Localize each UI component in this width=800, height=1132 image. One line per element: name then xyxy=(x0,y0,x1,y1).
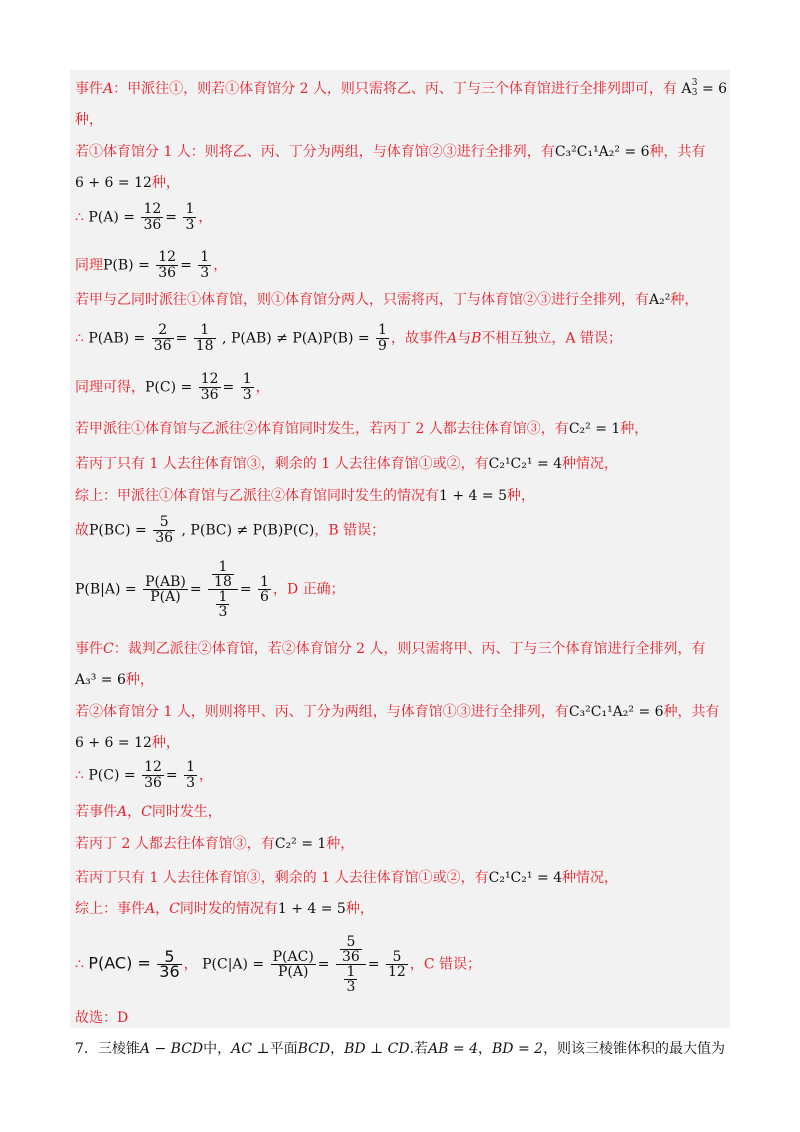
line-22: 若丙丁只有 1 人去往体育馆③，剩余的 1 人去往体育馆①或②，有C₂¹C₂¹ = 4种情况， xyxy=(75,870,619,886)
line-23: 综上：事件A，C同时发的情况有1 + 4 = 5种， xyxy=(75,901,374,917)
line-21: 若丙丁 2 人都去往体育馆③，有C₂² = 1种， xyxy=(75,836,355,852)
line-10: 若甲派往①体育馆与乙派往②体育馆同时发生，若丙丁 2 人都去往体育馆③，有C₂² = 1种， xyxy=(75,421,649,437)
line-6: 同理P(B) = $\frac{12}{36}$ = $\frac{1}{3}$ ， xyxy=(75,249,228,281)
line-13: 故P(BC) = $\frac{5}{36}$ , P(BC) ≠ P(B)P(C)，B 错误； xyxy=(75,514,386,546)
line-18: 6 + 6 = 12种， xyxy=(75,735,180,751)
var: A xyxy=(103,81,114,97)
text: ：甲派往①，则若①体育馆分 2 人，则只需将乙、丙、丁与三个体育馆进行全排列即可，有 xyxy=(113,81,677,97)
question-7: 7．三棱锥A − BCD中，AC ⊥平面BCD，BD ⊥ CD.若AB = 4，BD = 2，则该三棱锥体积的最大值为 xyxy=(75,1041,726,1057)
text: 事件 xyxy=(75,81,103,97)
line-25: 故选：D xyxy=(75,1010,129,1026)
line-20: 若事件A，C同时发生， xyxy=(75,804,222,820)
line-7: 若甲与乙同时派往①体育馆，则①体育馆分两人，只需将丙，丁与体育馆②③进行全排列，有A₂²种， xyxy=(75,292,699,308)
line-5: ∴ P(A) = $\frac{12}{36}$ = $\frac{1}{3}$ ， xyxy=(75,201,213,233)
line-14: P(B|A) = $\frac{P(AB)}{P(A)}$ = $\frac{\frac{1}{18}}{\frac{1}{3}}$ = $\frac{1}{6}$ ，D 正确； xyxy=(75,559,345,620)
line-2: 种， xyxy=(75,112,103,128)
line-8: ∴ P(AB) = $\frac{2}{36}$ = $\frac{1}{18}$ , P(AB) ≠ P(A)P(B) = $\frac{1}{9}$ ，故事件A与B不相互独立，A 错误； xyxy=(75,322,622,354)
line-4: 6 + 6 = 12种， xyxy=(75,175,180,191)
line-17: 若②体育馆分 1 人，则则将甲、丙、丁分为两组，与体育馆①③进行全排列，有C₃²C₁¹A₂² = 6种，共有 xyxy=(75,704,720,720)
line-9: 同理可得，P(C) = $\frac{12}{36}$ = $\frac{1}{3}$ ， xyxy=(75,371,270,403)
line-19: ∴ P(C) = $\frac{12}{36}$ = $\frac{1}{3}$ ， xyxy=(75,759,213,791)
line-12: 综上：甲派往①体育馆与乙派往②体育馆同时发生的情况有1 + 4 = 5种， xyxy=(75,488,535,504)
math: A 3 3 = 6 xyxy=(681,78,728,98)
line-11: 若丙丁只有 1 人去往体育馆③，剩余的 1 人去往体育馆①或②，有C₂¹C₂¹ = 4种情况， xyxy=(75,456,619,472)
line-16: A₃³ = 6种， xyxy=(75,672,154,688)
line-3: 若①体育馆分 1 人：则将乙、丙、丁分为两组，与体育馆②③进行全排列，有C₃²C₁¹A₂² = 6种，共有 xyxy=(75,144,706,160)
line-1 xyxy=(75,80,727,98)
line-15: 事件C：裁判乙派往②体育馆，若②体育馆分 2 人，则只需将甲、丙、丁与三个体育馆进行全排列，有 xyxy=(75,641,706,657)
line-24: ∴ P(AC) = $\frac{5}{36}$ ， P(C|A) = $\frac{P(AC)}{P(A)}$ = $\frac{\frac{5}{36}}{\frac{1}{3}}$ = $\frac{5}{12}$ ，C 错误； xyxy=(75,934,481,995)
